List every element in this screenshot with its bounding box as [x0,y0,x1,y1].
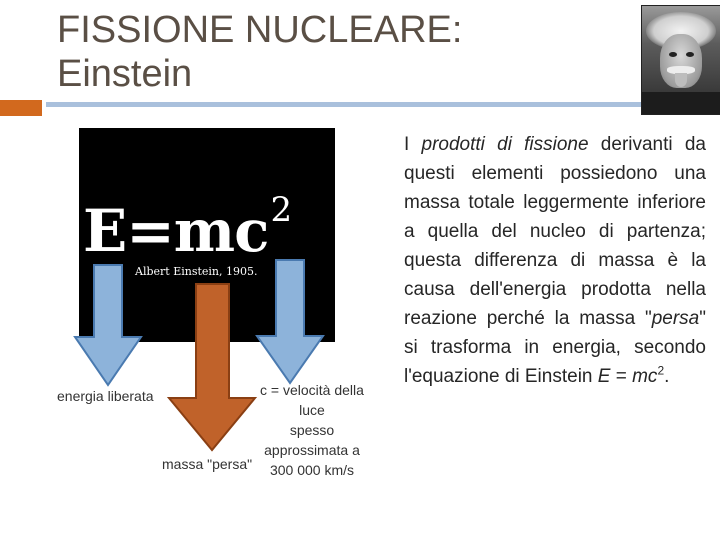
arrow-mass [169,284,255,450]
text-emphasis: mc [632,366,658,387]
text-emphasis: E [597,366,611,387]
text-emphasis: prodotti di fissione [421,134,589,155]
formula-signature: Albert Einstein, 1905. [135,265,258,278]
title-line-2: Einstein [57,53,193,95]
text-emphasis: persa [651,308,700,329]
label-energy-released: energia liberata [57,388,154,404]
label-c-line-2: luce [299,402,325,418]
label-c-line-3: spesso [289,422,335,438]
explanation-paragraph [404,130,706,391]
label-speed-of-light [250,380,374,480]
label-lost-mass: massa "persa" [162,456,253,472]
formula-exponent: 2 [270,190,292,230]
label-c-line-5: 300 000 km/s [269,462,355,478]
label-c-line-1: c = velocità della [260,382,364,398]
label-c-line-4: approssimata a [264,442,360,458]
text-run: . [664,366,670,387]
text-run: = [610,366,633,387]
text-exponent: 2 [657,363,665,378]
arrow-light-speed [257,260,323,383]
explanation-text [404,130,706,391]
formula-main: E=mc [83,197,269,265]
arrow-energy [75,265,141,385]
title-line-1: FISSIONE NUCLEARE: [57,9,463,51]
text-run: " si trasforma in energia, secondo l'equazione di Einstein [404,308,706,387]
text-run: I [404,134,422,155]
text-run: derivanti da questi elementi possiedono una massa totale leggermente inferiore a quella del nucleo di partenza; questa differenza di massa è la causa dell'energia prodotta nella reazione perché la massa " [404,134,706,329]
